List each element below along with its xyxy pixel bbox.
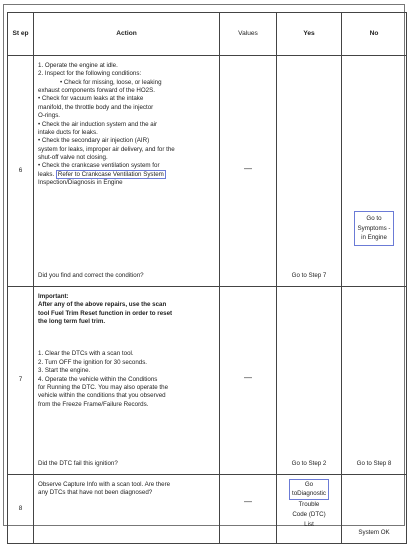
yes-cell	[277, 56, 342, 287]
action-line: • Check the secondary air injection (AIR)	[38, 137, 150, 145]
action-line: 4. Operate the vehicle within the Conditions	[38, 375, 158, 383]
header-step: St ep	[8, 13, 34, 56]
table-row-step-8	[8, 475, 407, 544]
yes-line: Code (DTC)	[292, 510, 326, 518]
yes-line: Trouble	[298, 501, 320, 509]
action-line: any DTCs that have not been diagnosed?	[38, 489, 153, 497]
values-dash: —	[244, 373, 252, 382]
header-yes: Yes	[277, 13, 342, 56]
action-line: • Check the air induction system and the air	[38, 120, 158, 128]
action-line: 3. Start the engine.	[38, 367, 91, 375]
important-line: After any of the above repairs, use the scan	[38, 301, 167, 309]
values-cell	[220, 287, 277, 475]
step-number: 7	[8, 287, 34, 475]
link-line: toDiagnostic	[291, 489, 327, 497]
important-line: the long term fuel trim.	[38, 318, 106, 326]
action-cell	[34, 287, 220, 475]
action-line: intake ducts for leaks.	[38, 128, 98, 136]
table-header-row	[8, 13, 407, 56]
table-row-step-6	[8, 56, 407, 287]
link-line: Go	[304, 481, 314, 488]
action-cell	[34, 56, 220, 287]
action-line: from the Freeze Frame/Failure Records.	[38, 400, 149, 408]
question-text: Did you find and correct the condition?	[38, 271, 144, 279]
action-cell	[34, 475, 220, 544]
action-line: for Running the DTC. You may also operate the	[38, 383, 169, 391]
action-line: 2. Inspect for the following conditions:	[38, 70, 142, 78]
action-line: 2. Turn OFF the ignition for 30 seconds.	[38, 358, 148, 366]
important-title: Important:	[38, 293, 69, 300]
yes-action: Go to Step 7	[291, 271, 327, 279]
link-continuation	[277, 500, 341, 529]
action-line: shut-off valve not closing.	[38, 153, 108, 161]
action-line-with-link	[38, 171, 215, 179]
action-line: vehicle within the conditions that you observed	[38, 392, 166, 400]
step-number: 8	[8, 475, 34, 544]
no-action: System OK	[358, 528, 390, 536]
values-cell	[220, 56, 277, 287]
action-line: 1. Clear the DTCs with a scan tool.	[38, 350, 134, 358]
action-line: 1. Operate the engine at idle.	[38, 62, 118, 69]
question-text: Did the DTC fail this ignition?	[38, 459, 118, 467]
header-action: Action	[34, 13, 220, 56]
step-number: 6	[8, 56, 34, 287]
table-row-step-7	[8, 287, 407, 475]
action-line: • Check for missing, loose, or leaking	[60, 78, 162, 86]
action-line: manifold, the throttle body and the injector	[38, 103, 154, 111]
no-cell	[342, 287, 407, 475]
link-line: Go to	[366, 215, 382, 222]
yes-line: List	[304, 520, 314, 528]
action-line: • Check for vacuum leaks at the intake	[38, 95, 144, 103]
spacer	[38, 326, 215, 350]
action-line: Observe Capture Info with a scan tool. Are there	[38, 481, 171, 488]
no-action: Go to Step 8	[356, 459, 392, 467]
no-cell	[342, 56, 407, 287]
header-values: Values	[220, 13, 277, 56]
action-line: • Check the crankcase ventilation system for	[38, 162, 160, 170]
link-line: Symptoms -	[357, 224, 391, 232]
crankcase-ventilation-link[interactable]: Refer to Crankcase Ventilation System	[57, 170, 164, 178]
no-cell	[342, 475, 407, 544]
action-line: exhaust components forward of the HO2S.	[38, 87, 155, 95]
action-line: O-rings.	[38, 112, 61, 120]
action-line: system for leaks, improper air delivery, and for the	[38, 145, 175, 153]
values-cell	[220, 475, 277, 544]
values-dash: —	[244, 164, 252, 173]
values-dash: —	[244, 497, 252, 506]
yes-action: Go to Step 2	[291, 459, 327, 467]
action-line: Inspection/Diagnosis in Engine	[38, 179, 123, 187]
yes-cell	[277, 287, 342, 475]
link-line: in Engine	[361, 234, 387, 242]
link-prefix: leaks.	[38, 170, 55, 178]
important-line: tool Fuel Trim Reset function in order to reset	[38, 309, 173, 317]
diagnostic-table	[7, 12, 407, 544]
header-no: No	[342, 13, 407, 56]
dtc-list-link[interactable]	[289, 479, 329, 500]
symptoms-engine-link[interactable]	[354, 211, 393, 246]
yes-cell	[277, 475, 342, 544]
